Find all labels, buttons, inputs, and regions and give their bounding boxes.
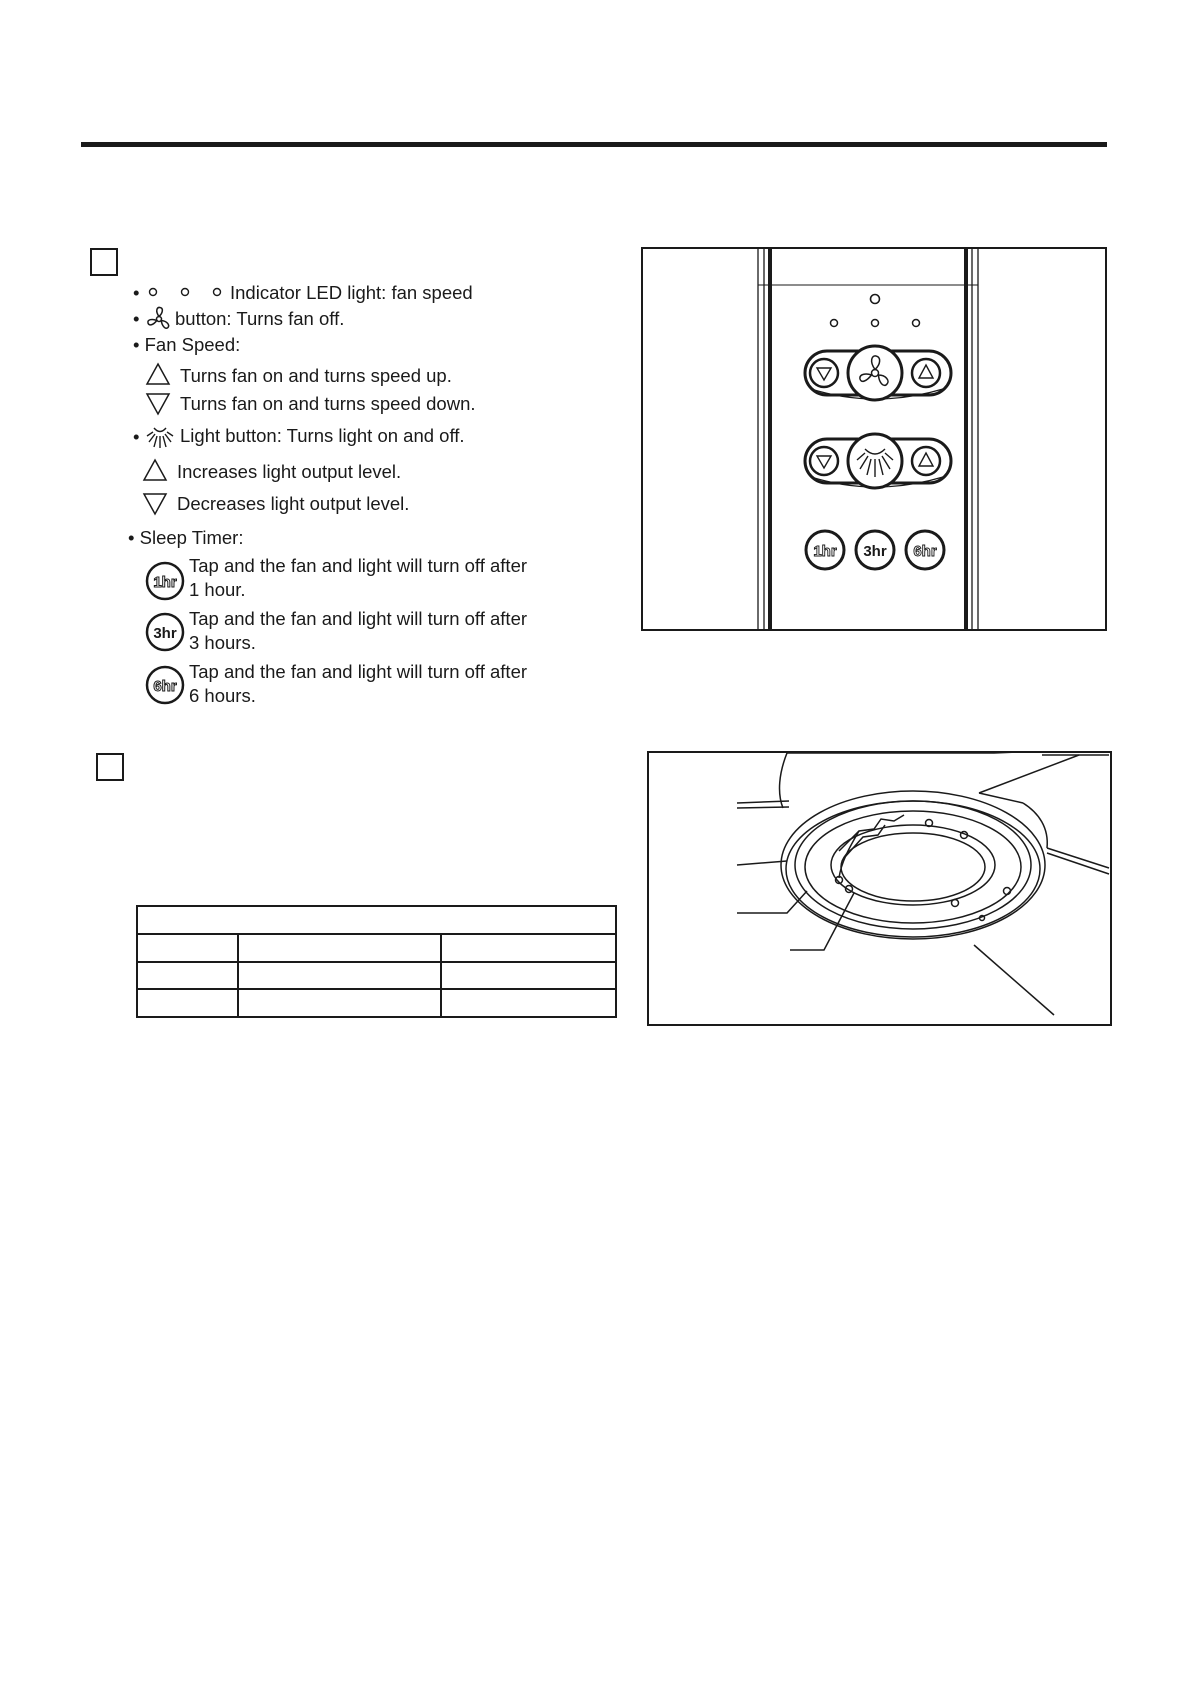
triangle-down-icon xyxy=(145,392,171,416)
table-cell xyxy=(441,962,616,990)
table-cell xyxy=(238,989,442,1017)
table-header-row xyxy=(137,906,616,934)
table-cell xyxy=(238,962,442,990)
table-cell xyxy=(441,989,616,1017)
timer-6hr-icon xyxy=(145,665,185,705)
fan-off-label: button: Turns fan off. xyxy=(175,308,345,329)
step-box-1 xyxy=(90,248,118,276)
timer-3hr-line1: Tap and the fan and light will turn off after xyxy=(189,608,528,629)
fan-housing-figure xyxy=(647,751,1112,1026)
triangle-down-icon xyxy=(142,492,168,516)
remote-control-figure xyxy=(641,247,1107,631)
remote-timer-6hr: 6hr xyxy=(913,543,937,560)
table-cell xyxy=(441,934,616,962)
table-row xyxy=(137,962,616,990)
table-cell xyxy=(137,989,238,1017)
bullet: • xyxy=(133,282,140,303)
table-cell xyxy=(137,962,238,990)
timer-6hr-line2: 6 hours. xyxy=(189,685,256,706)
timer-3hr-line2: 3 hours. xyxy=(189,632,256,653)
led-dot-icon xyxy=(147,286,227,298)
led-label: Indicator LED light: fan speed xyxy=(230,282,473,303)
light-up-label: Increases light output level. xyxy=(177,461,402,482)
timer-1hr-icon xyxy=(145,561,185,601)
table-cell xyxy=(238,934,442,962)
timer-3hr-icon xyxy=(145,612,185,652)
remote-timer-3hr: 3hr xyxy=(863,543,887,560)
remote-timer-1hr: 1hr xyxy=(813,543,837,560)
light-label: Light button: Turns light on and off. xyxy=(180,425,465,446)
step-box-2 xyxy=(96,753,124,781)
sleep-timer-heading: • Sleep Timer: xyxy=(128,527,244,548)
table-cell xyxy=(137,906,616,934)
table-cell xyxy=(137,934,238,962)
light-down-label: Decreases light output level. xyxy=(177,493,410,514)
timer-6hr-line1: Tap and the fan and light will turn off after xyxy=(189,661,528,682)
svg-text:3hr: 3hr xyxy=(153,625,177,642)
spec-table xyxy=(136,905,617,1018)
fan-icon xyxy=(146,306,172,332)
bullet: • xyxy=(133,426,140,447)
svg-text:6hr: 6hr xyxy=(153,678,177,695)
triangle-up-icon xyxy=(145,362,171,386)
fan-speed-heading: • Fan Speed: xyxy=(133,334,241,355)
timer-1hr-line2: 1 hour. xyxy=(189,579,246,600)
table-row xyxy=(137,934,616,962)
bullet: • xyxy=(133,308,140,329)
header-rule xyxy=(81,142,1107,147)
light-bulb-icon xyxy=(146,423,174,449)
fan-speed-down-label: Turns fan on and turns speed down. xyxy=(180,393,476,414)
triangle-up-icon xyxy=(142,458,168,482)
fan-speed-up-label: Turns fan on and turns speed up. xyxy=(180,365,452,386)
timer-1hr-line1: Tap and the fan and light will turn off after xyxy=(189,555,528,576)
table-row xyxy=(137,989,616,1017)
svg-text:1hr: 1hr xyxy=(153,574,177,591)
